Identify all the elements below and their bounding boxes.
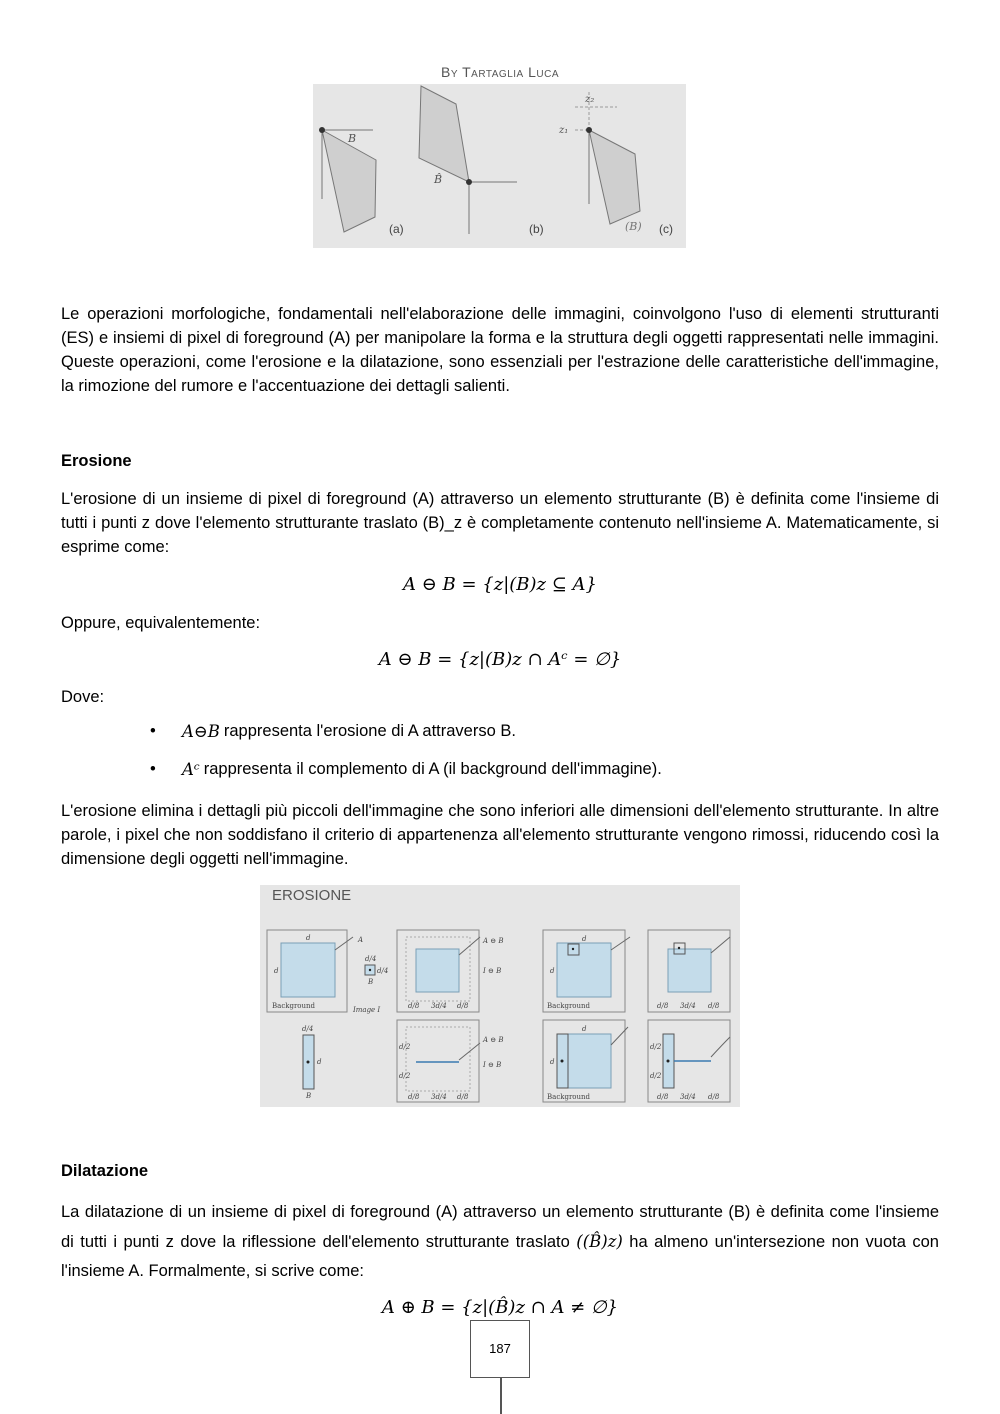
- svg-text:(B): (B): [625, 220, 642, 233]
- erosion-definition: L'erosione di un insieme di pixel di foreground (A) attraverso un elemento strutturante (B) è definita come l'insieme di tutti i punti z dove l'elemento strutturante traslato (B)_z è completamente contenuto nell'insieme A. Matematicamente, si esprime come:: [61, 490, 939, 556]
- svg-text:d: d: [582, 1025, 587, 1033]
- svg-text:B: B: [368, 978, 374, 986]
- svg-text:B: B: [348, 132, 357, 145]
- dilation-heading: Dilatazione: [61, 1162, 149, 1180]
- svg-text:d/8: d/8: [408, 1002, 420, 1010]
- erosion-bullet-list: [150, 722, 662, 798]
- svg-text:A ⊖ B: A ⊖ B: [483, 1036, 504, 1044]
- svg-text:d: d: [274, 967, 279, 975]
- erosion-formula-1: A ⊖ B = {z|(B)𝑧 ⊆ A}: [402, 574, 597, 595]
- list-item: • A⊖B rappresenta l'erosione di A attraverso B.: [150, 722, 516, 741]
- page-number: 187: [470, 1320, 530, 1378]
- svg-text:d/2: d/2: [399, 1072, 411, 1080]
- page-number-connector: [500, 1377, 502, 1414]
- svg-text:Background: Background: [547, 1093, 591, 1101]
- svg-text:3d/4: 3d/4: [680, 1002, 696, 1010]
- svg-text:d/4: d/4: [377, 967, 389, 975]
- svg-text:d/8: d/8: [708, 1002, 720, 1010]
- svg-text:B̂: B̂: [434, 173, 443, 186]
- svg-text:d/8: d/8: [457, 1093, 469, 1101]
- svg-text:Background: Background: [272, 1002, 316, 1010]
- erosion-description: L'erosione elimina i dettagli più piccoli dell'immagine che sono inferiori alle dimensioni dell'elemento strutturante. In altre parole, i pixel che non soddisfano il criterio di appartenenza all'elemento strutturante vengono rimossi, riducendo così la dimensione degli oggetti nell'immagine.: [61, 802, 939, 868]
- svg-text:Background: Background: [547, 1002, 591, 1010]
- svg-text:3d/4: 3d/4: [680, 1093, 696, 1101]
- svg-text:d/2: d/2: [650, 1043, 662, 1051]
- svg-text:(a): (a): [389, 222, 404, 236]
- svg-text:z₂: z₂: [585, 94, 595, 105]
- bullet-text: rappresenta il complemento di A (il background dell'immagine).: [203, 760, 662, 778]
- bullet-math: Aᶜ: [182, 760, 200, 779]
- reflection-translation-figure: [313, 84, 686, 248]
- svg-text:d/8: d/8: [457, 1002, 469, 1010]
- svg-text:d/8: d/8: [657, 1093, 669, 1101]
- erosion-formula-2: A ⊖ B = {z|(B)𝑧 ∩ Aᶜ = ∅}: [378, 649, 622, 670]
- svg-text:(c): (c): [659, 222, 673, 236]
- svg-text:d/4: d/4: [365, 955, 377, 963]
- where-label: Dove:: [61, 688, 105, 706]
- svg-text:(b): (b): [529, 222, 544, 236]
- svg-text:B: B: [306, 1092, 312, 1100]
- svg-text:d/8: d/8: [657, 1002, 669, 1010]
- svg-text:d/8: d/8: [408, 1093, 420, 1101]
- svg-text:3d/4: 3d/4: [431, 1093, 447, 1101]
- svg-text:A: A: [358, 936, 364, 944]
- dilation-definition: [61, 1198, 939, 1286]
- erosion-heading: Erosione: [61, 452, 132, 470]
- svg-text:d: d: [317, 1058, 322, 1066]
- dilation-definition-math: ((B̂)𝑧): [576, 1232, 623, 1251]
- list-item: • Aᶜ rappresenta il complemento di A (il background dell'immagine).: [150, 760, 662, 779]
- svg-text:d/2: d/2: [399, 1043, 411, 1051]
- svg-text:z₁: z₁: [559, 125, 569, 136]
- bullet-math: A⊖B: [182, 722, 220, 741]
- svg-text:I ⊖ B: I ⊖ B: [483, 1061, 502, 1069]
- svg-text:EROSIONE: EROSIONE: [272, 887, 352, 904]
- svg-text:d: d: [306, 934, 311, 942]
- erosion-alternative-label: Oppure, equivalentemente:: [61, 614, 261, 632]
- dilation-definition-part-2: ha almeno un'intersezione non vuota con l'insieme A. Formalmente, si scrive come:: [61, 1233, 939, 1280]
- svg-text:A ⊖ B: A ⊖ B: [483, 937, 504, 945]
- svg-text:d/2: d/2: [650, 1072, 662, 1080]
- svg-text:3d/4: 3d/4: [431, 1002, 447, 1010]
- svg-text:d: d: [582, 935, 587, 943]
- erosion-figure: [260, 885, 740, 1107]
- page-header: By Tartaglia Luca: [440, 64, 560, 80]
- svg-text:d: d: [550, 967, 555, 975]
- bullet-text: rappresenta l'erosione di A attraverso B.: [223, 722, 516, 740]
- svg-text:d: d: [550, 1058, 555, 1066]
- dilation-formula: A ⊕ B = {z|(B̂)𝑧 ∩ A ≠ ∅}: [381, 1297, 619, 1318]
- svg-text:I ⊖ B: I ⊖ B: [483, 967, 502, 975]
- intro-paragraph: Le operazioni morfologiche, fondamentali nell'elaborazione delle immagini, coinvolgono l'uso di elementi strutturanti (ES) e insiemi di pixel di foreground (A) per manipolare la forma e la struttura degli oggetti rappresentati nelle immagini. Queste operazioni, come l'erosione e la dilatazione, sono essenziali per l'estrazione delle caratteristiche dell'immagine, la rimozione del rumore e l'accentuazione dei dettagli salienti.: [61, 305, 939, 395]
- svg-text:d/4: d/4: [302, 1025, 314, 1033]
- dilation-definition-part-1: La dilatazione di un insieme di pixel di foreground (A) attraverso un elemento strutturante (B) è definita come l'insieme di tutti i punti z dove la riflessione dell'elemento strutturante traslato: [61, 1203, 939, 1251]
- svg-text:d/8: d/8: [708, 1093, 720, 1101]
- svg-text:Image I: Image I: [353, 1006, 381, 1014]
